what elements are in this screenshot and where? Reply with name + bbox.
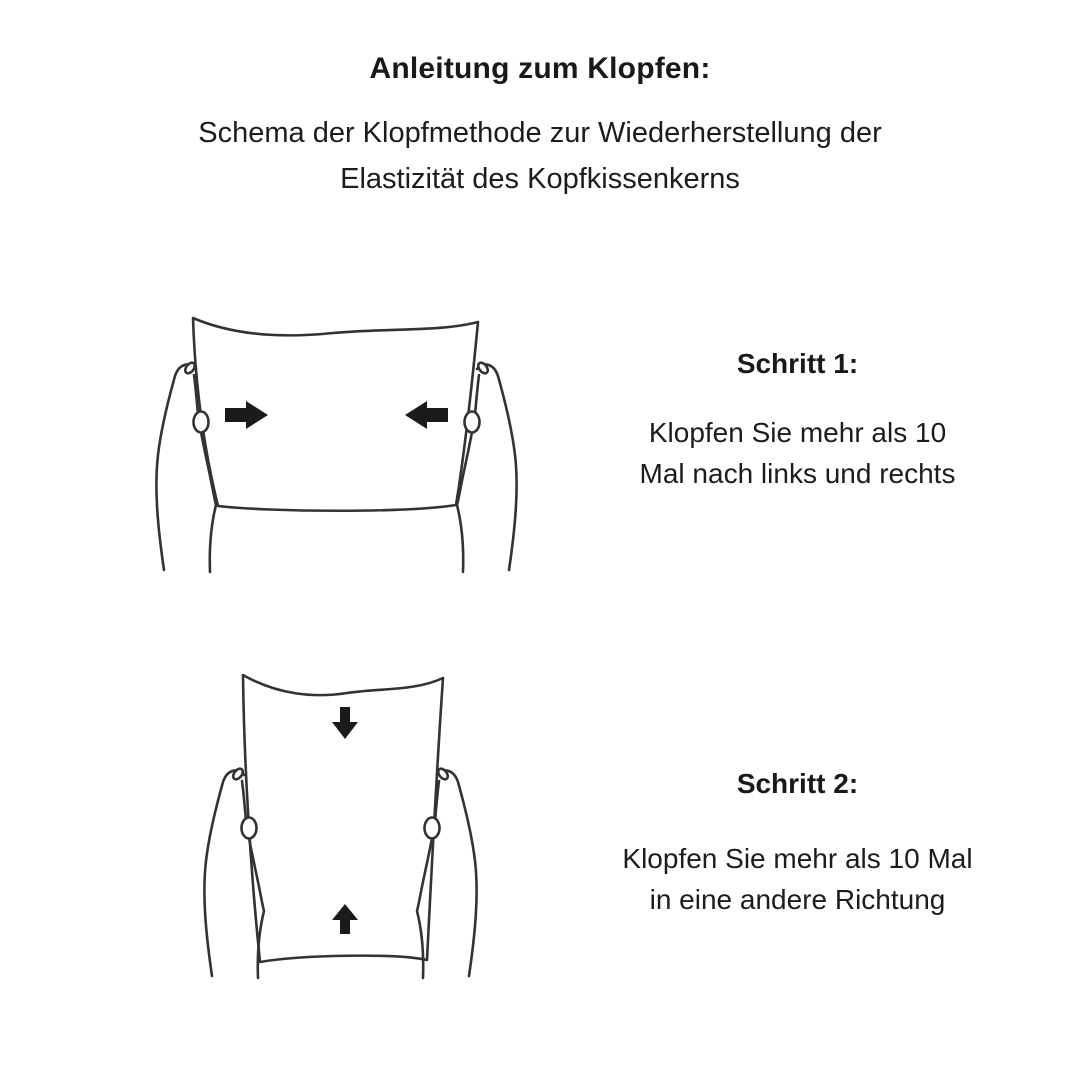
step1-heading: Schritt 1: bbox=[736, 348, 859, 379]
step1-body-line2: Mal nach links und rechts bbox=[639, 458, 956, 489]
step2-illustration bbox=[160, 650, 540, 990]
step2-heading: Schritt 2: bbox=[736, 768, 859, 799]
step1-body-line1: Klopfen Sie mehr als 10 bbox=[648, 417, 947, 448]
pillow-horizontal-drawing bbox=[75, 285, 565, 575]
page-title: Anleitung zum Klopfen: bbox=[369, 52, 711, 85]
step2-body-line2: in eine andere Richtung bbox=[649, 884, 946, 915]
step1-body bbox=[590, 412, 1005, 494]
step1-text-block bbox=[590, 347, 1005, 494]
subtitle bbox=[0, 110, 1080, 202]
step2-body bbox=[590, 838, 1005, 920]
step2-text-block bbox=[590, 767, 1005, 920]
pillow-vertical-drawing bbox=[160, 650, 540, 990]
subtitle-line2: Elastizität des Kopfkissenkerns bbox=[340, 163, 740, 195]
subtitle-line1: Schema der Klopfmethode zur Wiederherstellung der bbox=[198, 117, 882, 149]
step1-illustration bbox=[75, 285, 565, 575]
step2-body-line1: Klopfen Sie mehr als 10 Mal bbox=[622, 843, 973, 874]
